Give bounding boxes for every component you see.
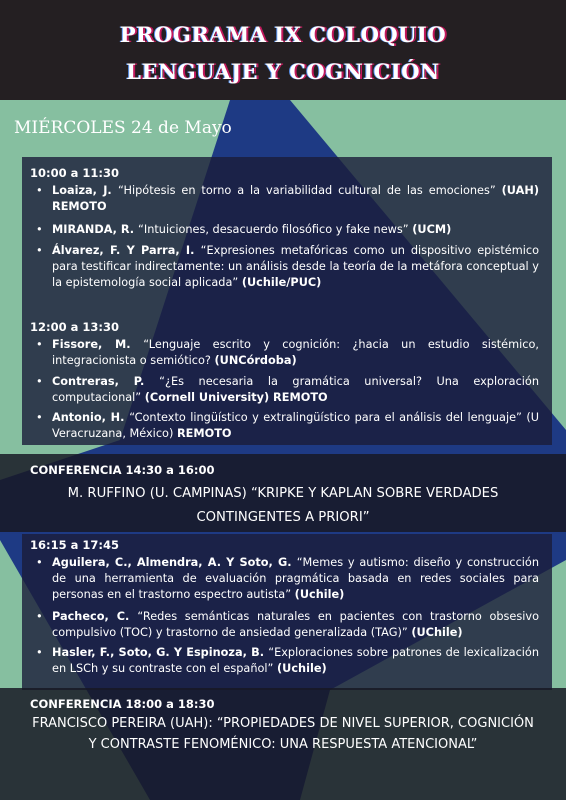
bullet-icon: • [36,338,43,351]
bullet-icon: • [36,375,43,388]
talk-affiliation: (Cornell University) REMOTO [144,391,328,404]
talk-item [36,609,539,641]
talk-affiliation: (Uchile) [277,662,327,675]
talk-item [36,555,539,603]
talk-title: “Hipótesis en torno a la variabilidad cultural de las emociones” [117,184,502,197]
session-time: 16:15 a 17:45 [30,538,119,552]
talk-author: Antonio, H. [52,411,130,424]
bullet-icon: • [36,244,43,257]
talk-author: Álvarez, F. Y Parra, I. [52,244,201,257]
talk-author: Loaiza, J. [52,184,118,197]
bullet-icon: • [36,411,43,424]
conference-title: M. RUFFINO (U. CAMPINAS) “KRIPKE Y KAPLAN SOBRE VERDADES CONTINGENTES A PRIORI” [67,486,499,525]
talk-title: “Memes y autismo: diseño y construcción de una herramienta de evaluación pragmática basada en redes sociales para personas en el trastorno espectro autista” [52,556,539,601]
talk-author: Aguilera, C., Almendra, A. Y Soto, G. [52,556,297,569]
talk-author: Hasler, F., Soto, G. Y Espinoza, B. [52,646,269,659]
program-title-line1: PROGRAMA IX COLOQUIO [119,22,447,47]
bullet-icon: • [36,646,43,659]
talk-affiliation: (UChile) [411,626,463,639]
talk-title: “¿Es necesaria la gramática universal? Una exploración computacional” [52,375,539,404]
talk-title: “Expresiones metafóricas como un dispositivo epistémico para testificar indirectamente: un análisis desde la teoría de la metáfora conceptual y la epistemología social aplicada” [52,244,539,289]
talk-affiliation: (UAH) REMOTO [52,184,539,213]
conference-title: FRANCISCO PEREIRA (UAH): “PROPIEDADES DE NIVEL SUPERIOR, COGNICIÓN Y CONTRASTE FENOMÉNICO: UNA RESPUESTA ATENCIONAL” [32,716,534,752]
talk-affiliation: REMOTO [176,427,232,440]
talk-item [36,243,539,291]
talk-item [36,183,539,215]
conference-label: CONFERENCIA 14:30 a 16:00 [30,463,215,477]
session-time: 12:00 a 13:30 [30,320,119,334]
talk-item [36,222,539,238]
talk-author: Contreras, P. [52,375,160,388]
talk-title: “Redes semánticas naturales en pacientes con trastorno obsesivo compulsivo (TOC) y trastorno de ansiedad generalizada (TAG)” [52,610,539,639]
talk-title: “Lenguaje escrito y cognición: ¿hacia un estudio sistémico, integracionista o semiótico? [52,338,539,367]
talk-item [36,337,539,369]
talk-author: Fissore, M. [52,338,144,351]
talk-affiliation: (Uchile/PUC) [241,276,322,289]
talk-affiliation: (UNCórdoba) [214,354,297,367]
talk-title: “Contexto lingüístico y extralingüístico para el análisis del lenguaje” (U Veracruzana, México) [52,411,539,440]
header-bar [0,0,566,100]
talk-affiliation: (UCM) [412,223,452,236]
talk-item [36,645,539,677]
talk-item [36,410,539,442]
bullet-icon: • [36,184,43,197]
bullet-icon: • [36,610,43,623]
talk-author: MIRANDA, R. [52,223,139,236]
day-heading: MIÉRCOLES 24 de Mayo [14,118,232,138]
talk-title: “Intuiciones, desacuerdo filosófico y fake news” [138,223,413,236]
session-time: 10:00 a 11:30 [30,166,119,180]
conference-label: CONFERENCIA 18:00 a 18:30 [30,697,215,711]
bullet-icon: • [36,223,43,236]
program-title-line2: LENGUAJE Y COGNICIÓN [126,59,440,84]
talk-author: Pacheco, C. [52,610,138,623]
bullet-icon: • [36,556,43,569]
talk-title: “Exploraciones sobre patrones de lexicalización en LSCh y su contraste con el español” [52,646,539,675]
talk-affiliation: (Uchile) [294,588,345,601]
talk-item [36,374,539,406]
